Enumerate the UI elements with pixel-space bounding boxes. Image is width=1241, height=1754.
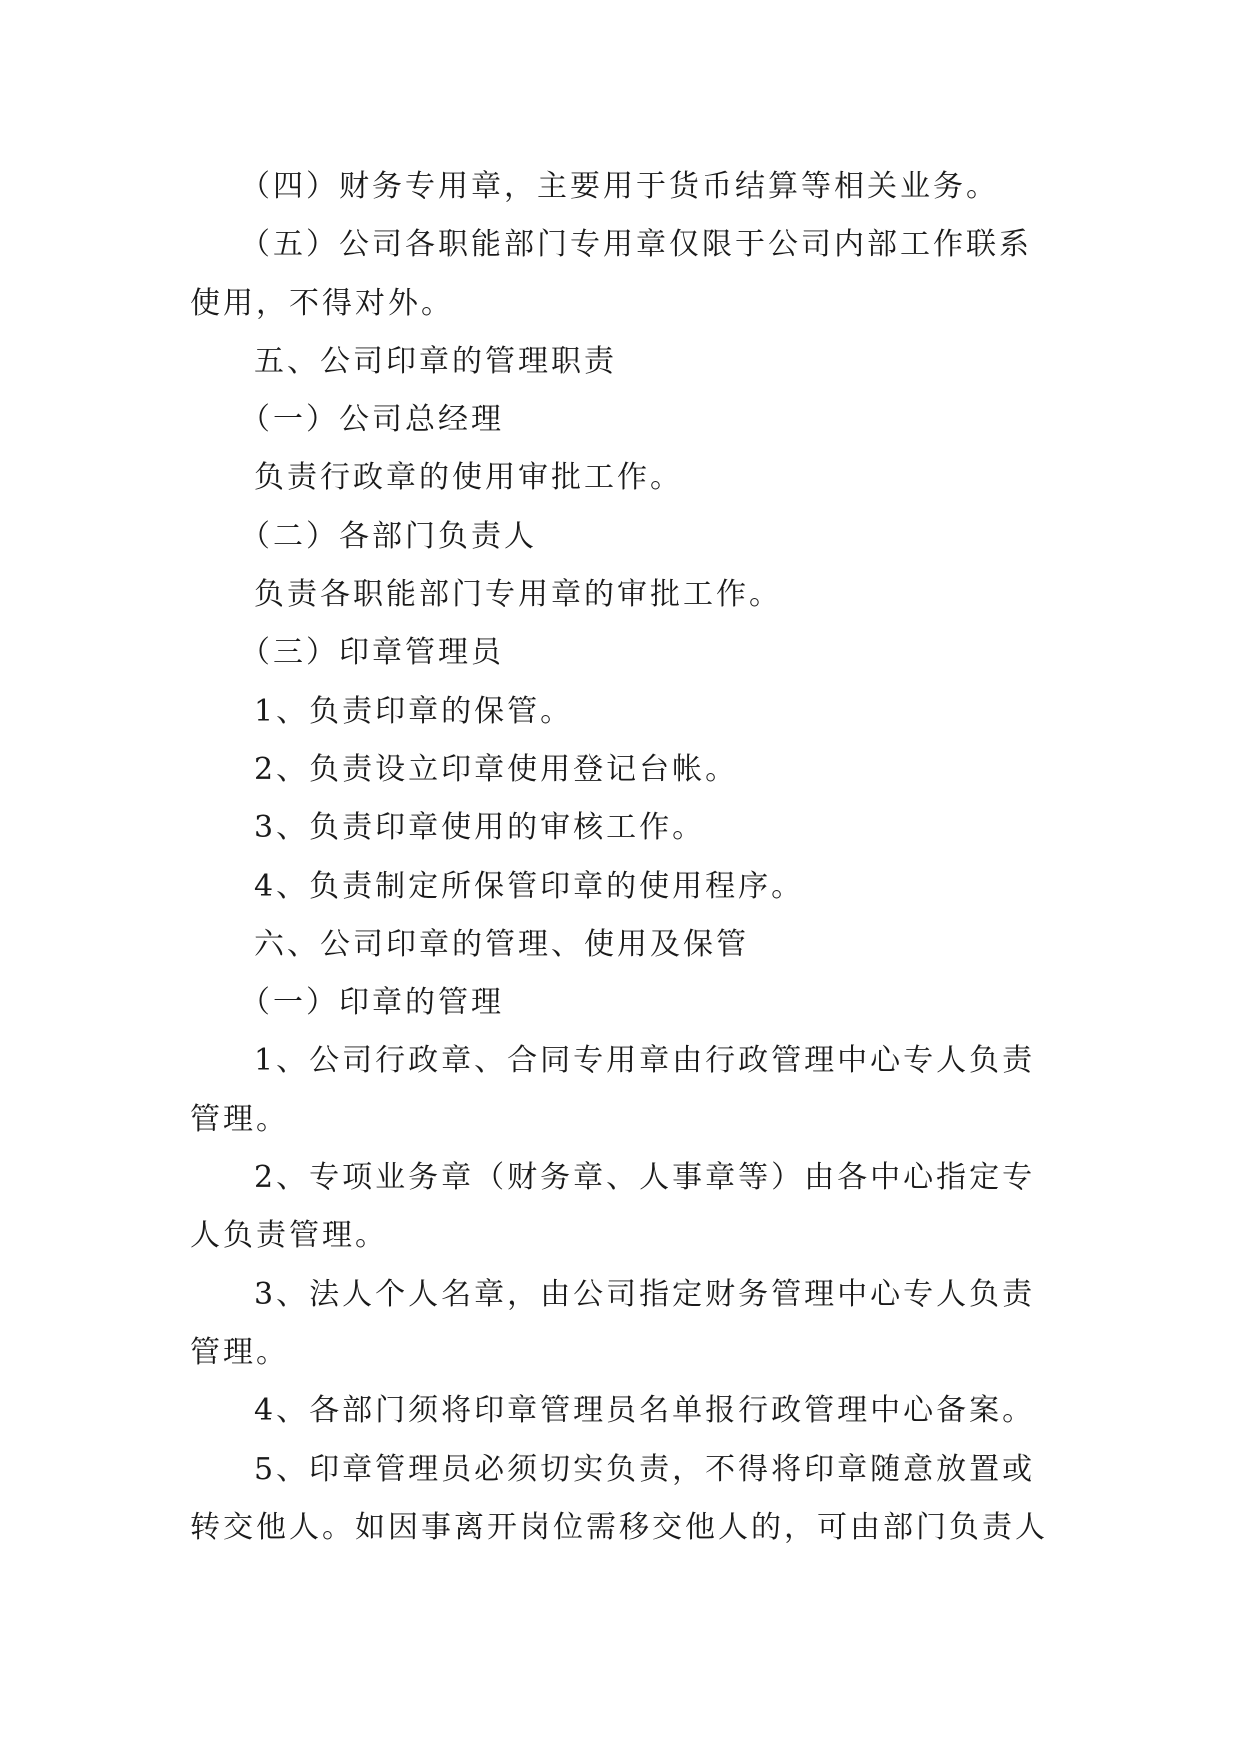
- list-item-keeper-1: 1、负责印章的保管。: [254, 693, 574, 729]
- subheading-department-heads: （二）各部门负责人: [240, 518, 537, 554]
- paragraph-department-heads-duty: 负责各职能部门专用章的审批工作。: [254, 577, 782, 613]
- list-item-keeper-2: 2、负责设立印章使用登记台帐。: [254, 751, 739, 787]
- list-item-management-1: 1、公司行政章、合同专用章由行政管理中心专人负责管理。: [190, 1043, 1036, 1137]
- document-body: [190, 158, 1050, 1557]
- paragraph-finance-seal: （四）财务专用章，主要用于货币结算等相关业务。: [240, 169, 999, 204]
- paragraph-department-seal: （五）公司各职能部门专用章仅限于公司内部工作联系使用，不得对外。: [190, 227, 1032, 321]
- subheading-seal-keeper: （三）印章管理员: [240, 635, 504, 671]
- subheading-general-manager: （一）公司总经理: [240, 402, 504, 438]
- paragraph-gm-duty: 负责行政章的使用审批工作。: [254, 460, 683, 496]
- section-heading-5: 五、公司印章的管理职责: [254, 343, 617, 379]
- list-item-keeper-4: 4、负责制定所保管印章的使用程序。: [254, 868, 805, 904]
- section-heading-6: 六、公司印章的管理、使用及保管: [254, 926, 749, 962]
- list-item-management-3: 3、法人个人名章，由公司指定财务管理中心专人负责管理。: [190, 1276, 1036, 1370]
- list-item-management-5: 5、印章管理员必须切实负责，不得将印章随意放置或转交他人。如因事离开岗位需移交他人的，可由部门负责人: [190, 1451, 1048, 1545]
- list-item-keeper-3: 3、负责印章使用的审核工作。: [254, 810, 706, 846]
- list-item-management-4: 4、各部门须将印章管理员名单报行政管理中心备案。: [254, 1393, 1036, 1429]
- subheading-seal-management: （一）印章的管理: [240, 985, 504, 1021]
- list-item-management-2: 2、专项业务章（财务章、人事章等）由各中心指定专人负责管理。: [190, 1160, 1036, 1254]
